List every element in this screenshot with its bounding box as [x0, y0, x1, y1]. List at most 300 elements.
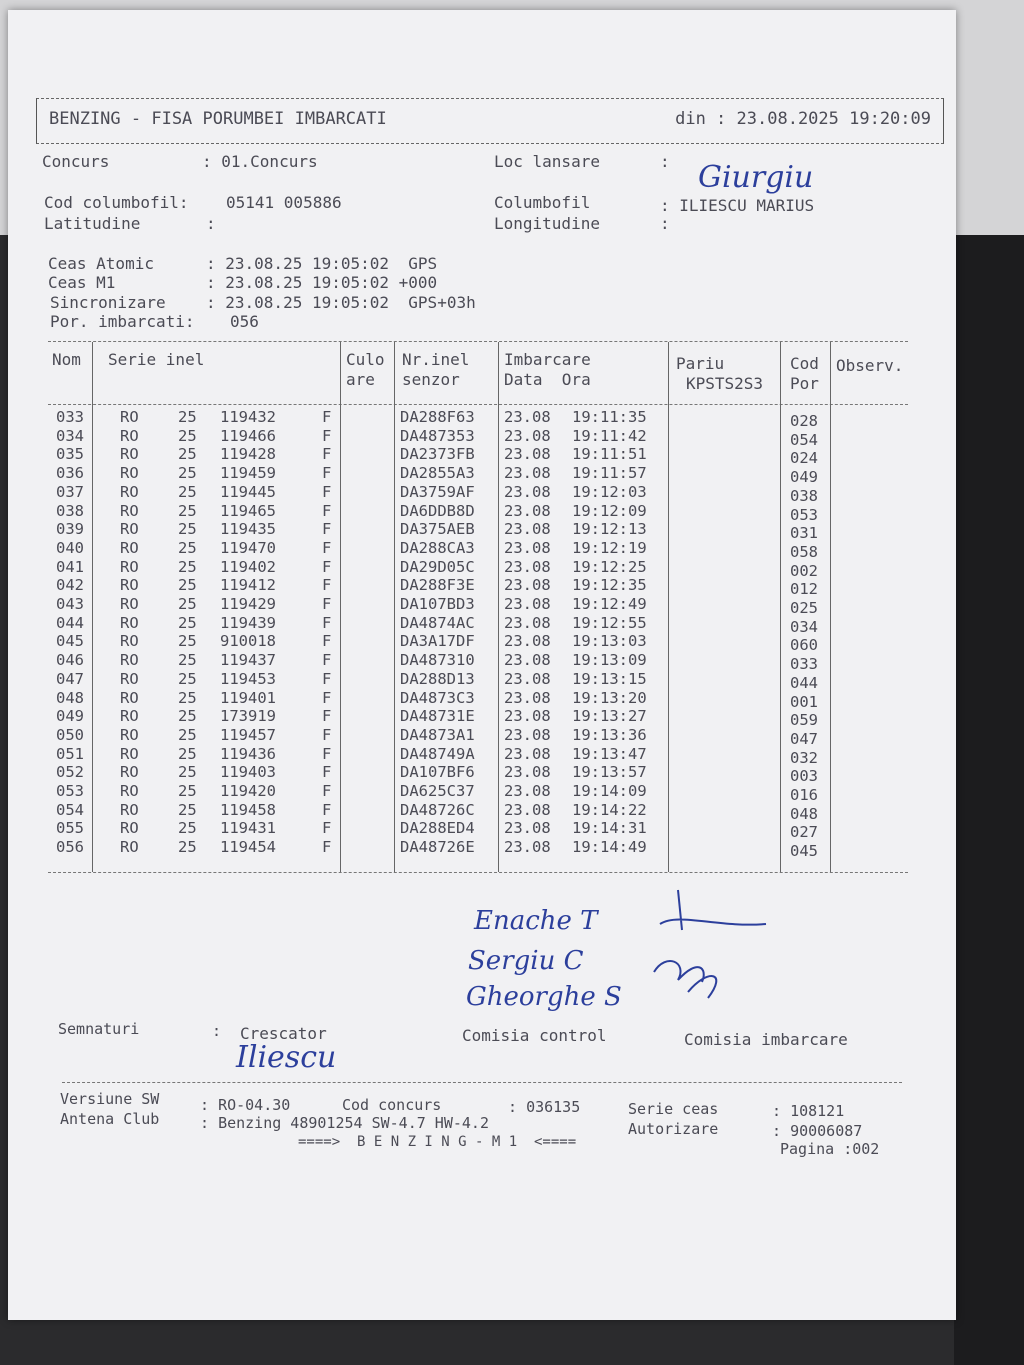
cell-nr: 119466: [220, 426, 276, 445]
cell-ora: 19:12:09: [572, 501, 647, 520]
col-header-are: are: [346, 370, 375, 389]
cell-cod: 038: [790, 486, 818, 505]
semnaturi-label: Semnaturi: [58, 1020, 140, 1038]
cell-data: 23.08: [504, 557, 551, 576]
cell-nr: 119453: [220, 669, 276, 688]
col-header-senzor: senzor: [402, 370, 460, 389]
cell-nr: 119428: [220, 445, 276, 464]
cell-tara: RO: [120, 669, 139, 688]
cell-nr: 910018: [220, 632, 276, 651]
cell-senzor: DA6DDB8D: [400, 501, 475, 520]
cell-an: 25: [178, 595, 197, 613]
table-row: [48, 819, 908, 842]
cell-nr: 119429: [220, 595, 276, 613]
cell-senzor: DA288F3E: [400, 576, 475, 595]
cell-ora: 19:12:19: [572, 538, 647, 557]
cell-ora: 19:11:42: [572, 426, 647, 445]
table-row: [48, 576, 908, 599]
sincronizare-label: Sincronizare: [50, 293, 166, 312]
cell-senzor: DA4873C3: [400, 688, 475, 707]
cell-nom: 055: [56, 819, 84, 838]
autorizare-value: : 90006087: [772, 1122, 863, 1140]
cell-nr: 119431: [220, 819, 276, 838]
cell-senzor: DA4873A1: [400, 725, 475, 744]
cell-nr: 119470: [220, 538, 276, 557]
cell-nom: 043: [56, 595, 84, 613]
cell-data: 23.08: [504, 426, 551, 445]
col-header-pariu: Pariu: [676, 354, 725, 373]
cell-tara: RO: [120, 725, 139, 744]
cell-senzor: DA3A17DF: [400, 632, 475, 651]
cod-concurs-label: Cod concurs: [342, 1096, 442, 1114]
cell-tara: RO: [120, 557, 139, 576]
por-imbarcati-label: Por. imbarcati:: [50, 312, 195, 331]
col-header-por: Por: [790, 374, 819, 393]
cell-cod: 012: [790, 580, 818, 599]
cell-sex: F: [322, 482, 332, 501]
cell-sex: F: [322, 576, 332, 595]
loc-lansare-handwritten: Giurgiu: [698, 160, 814, 195]
cell-an: 25: [178, 426, 197, 445]
cell-nom: 040: [56, 538, 84, 557]
cell-ora: 19:13:09: [572, 651, 647, 670]
cell-sex: F: [322, 651, 332, 670]
cell-cod: 003: [790, 767, 818, 786]
cell-cod: 025: [790, 599, 818, 617]
cell-nr: 119465: [220, 501, 276, 520]
cell-tara: RO: [120, 482, 139, 501]
cell-nom: 039: [56, 520, 84, 539]
cell-ora: 19:12:55: [572, 613, 647, 632]
cell-nom: 038: [56, 501, 84, 520]
cell-sex: F: [322, 613, 332, 632]
cell-senzor: DA29D05C: [400, 557, 475, 576]
cell-sex: F: [322, 464, 332, 483]
cell-nr: 119445: [220, 482, 276, 501]
cell-data: 23.08: [504, 669, 551, 688]
cell-data: 23.08: [504, 632, 551, 651]
cell-cod: 058: [790, 542, 818, 561]
table-row: [48, 838, 908, 861]
cell-nom: 036: [56, 464, 84, 483]
cell-ora: 19:12:25: [572, 557, 647, 576]
cell-data: 23.08: [504, 408, 551, 426]
document-sheet: [8, 10, 956, 1320]
cell-senzor: DA48726C: [400, 800, 475, 819]
cell-sex: F: [322, 819, 332, 838]
cell-nom: 041: [56, 557, 84, 576]
cell-an: 25: [178, 538, 197, 557]
col-header-kpsts: KPSTS2S3: [686, 374, 764, 393]
cell-nr: 119454: [220, 838, 276, 857]
signature-scribbles: [648, 872, 778, 1002]
latitudine-colon: :: [206, 214, 216, 233]
cell-an: 25: [178, 576, 197, 595]
cell-data: 23.08: [504, 538, 551, 557]
cell-sex: F: [322, 838, 332, 857]
antena-label: Antena Club: [60, 1110, 160, 1128]
cell-data: 23.08: [504, 651, 551, 670]
cell-data: 23.08: [504, 707, 551, 726]
table-row: [48, 632, 908, 655]
cell-ora: 19:13:47: [572, 744, 647, 763]
cell-nr: 119457: [220, 725, 276, 744]
cell-an: 25: [178, 838, 197, 857]
cell-cod: 049: [790, 468, 818, 487]
cell-sex: F: [322, 520, 332, 539]
table-row: [48, 557, 908, 580]
cell-sex: F: [322, 595, 332, 613]
cell-sex: F: [322, 501, 332, 520]
cell-tara: RO: [120, 800, 139, 819]
cell-an: 25: [178, 613, 197, 632]
cell-an: 25: [178, 501, 197, 520]
page-number: Pagina :002: [780, 1140, 880, 1158]
table-top-rule: [48, 341, 908, 342]
por-imbarcati-value: 056: [230, 312, 259, 331]
cell-nr: 119439: [220, 613, 276, 632]
col-header-data-ora: Data Ora: [504, 370, 591, 389]
table-bottom-rule: [48, 872, 908, 873]
ceas-atomic-label: Ceas Atomic: [48, 254, 154, 273]
cell-sex: F: [322, 763, 332, 782]
cell-data: 23.08: [504, 782, 551, 800]
serie-ceas-label: Serie ceas: [628, 1100, 719, 1118]
cell-sex: F: [322, 725, 332, 744]
cell-ora: 19:13:03: [572, 632, 647, 651]
cell-an: 25: [178, 725, 197, 744]
cell-tara: RO: [120, 651, 139, 670]
cell-sex: F: [322, 538, 332, 557]
table-row: [48, 426, 908, 449]
cell-nom: 050: [56, 725, 84, 744]
cell-an: 25: [178, 688, 197, 707]
cell-sex: F: [322, 632, 332, 651]
cell-ora: 19:12:13: [572, 520, 647, 539]
cell-an: 25: [178, 763, 197, 782]
col-header-nrinel: Nr.inel: [402, 350, 470, 369]
table-row: [48, 763, 908, 786]
cell-cod: 053: [790, 505, 818, 524]
cell-nr: 119402: [220, 557, 276, 576]
table-row: [48, 408, 908, 430]
cell-tara: RO: [120, 632, 139, 651]
col-header-serie: Serie inel: [108, 350, 205, 369]
cell-nr: 119458: [220, 800, 276, 819]
cell-tara: RO: [120, 688, 139, 707]
versiune-label: Versiune SW: [60, 1090, 160, 1108]
cell-ora: 19:11:51: [572, 445, 647, 464]
crescator-signature: Iliescu: [236, 1040, 337, 1075]
cell-nr: 119401: [220, 688, 276, 707]
cell-data: 23.08: [504, 595, 551, 613]
cell-tara: RO: [120, 763, 139, 782]
cell-data: 23.08: [504, 725, 551, 744]
table-row: [48, 501, 908, 524]
cell-sex: F: [322, 408, 332, 426]
cell-ora: 19:11:35: [572, 408, 647, 426]
cell-ora: 19:13:27: [572, 707, 647, 726]
cell-data: 23.08: [504, 838, 551, 857]
cell-nom: 053: [56, 782, 84, 800]
cell-ora: 19:11:57: [572, 464, 647, 483]
cell-ora: 19:13:15: [572, 669, 647, 688]
cell-senzor: DA3759AF: [400, 482, 475, 501]
cell-senzor: DA288F63: [400, 408, 475, 426]
cell-an: 25: [178, 669, 197, 688]
cell-tara: RO: [120, 819, 139, 838]
cell-nom: 052: [56, 763, 84, 782]
cell-senzor: DA288ED4: [400, 819, 475, 838]
table-header-rule: [48, 404, 908, 405]
cell-data: 23.08: [504, 819, 551, 838]
cell-an: 25: [178, 482, 197, 501]
title-box: [36, 98, 944, 144]
cell-nr: 119412: [220, 576, 276, 595]
cell-sex: F: [322, 669, 332, 688]
cell-ora: 19:13:20: [572, 688, 647, 707]
loc-lansare-label: Loc lansare: [494, 152, 600, 171]
benzing-banner: ====> B E N Z I N G - M 1 <====: [298, 1134, 577, 1150]
serie-ceas-value: : 108121: [772, 1102, 845, 1120]
cell-sex: F: [322, 557, 332, 576]
cell-an: 25: [178, 707, 197, 726]
cell-cod: 059: [790, 711, 818, 730]
cell-tara: RO: [120, 445, 139, 464]
ceas-m1-value: : 23.08.25 19:05:02 +000: [206, 273, 438, 292]
cell-ora: 19:13:57: [572, 763, 647, 782]
cell-nr: 119459: [220, 464, 276, 483]
cell-ora: 19:13:36: [572, 725, 647, 744]
cell-data: 23.08: [504, 501, 551, 520]
cell-cod: 031: [790, 524, 818, 543]
cell-senzor: DA48726E: [400, 838, 475, 857]
cell-nom: 054: [56, 800, 84, 819]
cell-nom: 047: [56, 669, 84, 688]
handwritten-name-1: Enache T: [474, 906, 598, 936]
table-row: [48, 782, 908, 804]
cell-data: 23.08: [504, 464, 551, 483]
cell-sex: F: [322, 707, 332, 726]
cell-cod: 044: [790, 673, 818, 692]
cell-data: 23.08: [504, 576, 551, 595]
cell-tara: RO: [120, 613, 139, 632]
cell-senzor: DA2855A3: [400, 464, 475, 483]
cell-nr: 119436: [220, 744, 276, 763]
cell-nr: 119432: [220, 408, 276, 426]
cell-an: 25: [178, 464, 197, 483]
cell-sex: F: [322, 688, 332, 707]
comisia-imbarcare-label: Comisia imbarcare: [684, 1030, 848, 1049]
cell-cod: 016: [790, 786, 818, 804]
cell-data: 23.08: [504, 613, 551, 632]
cell-senzor: DA48749A: [400, 744, 475, 763]
cell-cod: 027: [790, 823, 818, 842]
col-header-imbarcare: Imbarcare: [504, 350, 591, 369]
footer-rule: [62, 1082, 902, 1083]
concurs-label: Concurs: [42, 152, 110, 171]
cod-columbofil-label: Cod columbofil:: [44, 193, 189, 212]
cell-sex: F: [322, 782, 332, 800]
cell-tara: RO: [120, 744, 139, 763]
cell-senzor: DA2373FB: [400, 445, 475, 464]
cell-an: 25: [178, 445, 197, 464]
cell-tara: RO: [120, 408, 139, 426]
cell-cod: 002: [790, 561, 818, 580]
cell-an: 25: [178, 819, 197, 838]
cell-cod: 047: [790, 729, 818, 748]
longitudine-colon: :: [660, 214, 670, 233]
cell-tara: RO: [120, 426, 139, 445]
columbofil-label: Columbofil: [494, 193, 591, 212]
cell-ora: 19:12:35: [572, 576, 647, 595]
cell-nom: 042: [56, 576, 84, 595]
col-header-observ: Observ.: [836, 356, 904, 375]
cell-an: 25: [178, 557, 197, 576]
cell-senzor: DA107BD3: [400, 595, 475, 613]
cell-cod: 001: [790, 692, 818, 711]
cell-nom: 048: [56, 688, 84, 707]
cell-nr: 173919: [220, 707, 276, 726]
cell-nr: 119437: [220, 651, 276, 670]
col-header-cod: Cod: [790, 354, 819, 373]
cell-an: 25: [178, 408, 197, 426]
cell-senzor: DA487353: [400, 426, 475, 445]
cell-senzor: DA375AEB: [400, 520, 475, 539]
table-row: [48, 688, 908, 711]
backdrop-monitor: [954, 235, 1024, 1365]
table-row: [48, 744, 908, 767]
cell-sex: F: [322, 426, 332, 445]
comisia-control-label: Comisia control: [462, 1026, 607, 1045]
cell-cod: 054: [790, 430, 818, 449]
document-title: BENZING - FISA PORUMBEI IMBARCATI: [49, 109, 387, 129]
signature-scribble-2: [654, 961, 716, 998]
cell-ora: 19:12:03: [572, 482, 647, 501]
cell-nom: 051: [56, 744, 84, 763]
cell-senzor: DA4874AC: [400, 613, 475, 632]
cell-nr: 119403: [220, 763, 276, 782]
sincronizare-value: : 23.08.25 19:05:02 GPS+03h: [206, 293, 476, 312]
cell-data: 23.08: [504, 520, 551, 539]
table-row: [48, 482, 908, 505]
handwritten-name-3: Gheorghe S: [466, 982, 622, 1012]
cell-tara: RO: [120, 838, 139, 857]
cell-nom: 035: [56, 445, 84, 464]
cell-data: 23.08: [504, 688, 551, 707]
cell-tara: RO: [120, 707, 139, 726]
cell-nom: 056: [56, 838, 84, 857]
concurs-value: : 01.Concurs: [202, 152, 318, 171]
cell-nom: 045: [56, 632, 84, 651]
columbofil-value: : ILIESCU MARIUS: [660, 196, 815, 215]
cell-nom: 037: [56, 482, 84, 501]
cod-columbofil-value: 05141 005886: [226, 193, 342, 212]
cell-cod: 045: [790, 842, 818, 861]
table-row: [48, 520, 908, 543]
cell-tara: RO: [120, 576, 139, 595]
table-row: [48, 445, 908, 468]
cell-sex: F: [322, 445, 332, 464]
latitudine-label: Latitudine: [44, 214, 141, 233]
versiune-value: : RO-04.30: [200, 1096, 291, 1114]
cell-senzor: DA107BF6: [400, 763, 475, 782]
signature-scribble-1: [660, 890, 766, 930]
cell-an: 25: [178, 800, 197, 819]
cell-sex: F: [322, 744, 332, 763]
table-row: [48, 651, 908, 674]
cell-tara: RO: [120, 520, 139, 539]
cell-an: 25: [178, 782, 197, 800]
cell-senzor: DA625C37: [400, 782, 475, 800]
longitudine-label: Longitudine: [494, 214, 600, 233]
cell-an: 25: [178, 632, 197, 651]
cell-tara: RO: [120, 595, 139, 613]
cell-nom: 033: [56, 408, 84, 426]
cell-ora: 19:14:22: [572, 800, 647, 819]
cell-tara: RO: [120, 464, 139, 483]
cell-sex: F: [322, 800, 332, 819]
cell-cod: 060: [790, 636, 818, 655]
cell-nom: 044: [56, 613, 84, 632]
cell-cod: 032: [790, 748, 818, 767]
cell-an: 25: [178, 520, 197, 539]
cell-tara: RO: [120, 782, 139, 800]
table-row: [48, 707, 908, 730]
cell-data: 23.08: [504, 445, 551, 464]
cell-cod: 048: [790, 804, 818, 823]
cell-cod: 033: [790, 655, 818, 674]
cell-data: 23.08: [504, 482, 551, 501]
cell-data: 23.08: [504, 800, 551, 819]
cell-cod: 028: [790, 412, 818, 430]
cell-cod: 024: [790, 449, 818, 468]
autorizare-label: Autorizare: [628, 1120, 719, 1138]
cell-senzor: DA288CA3: [400, 538, 475, 557]
cell-an: 25: [178, 651, 197, 670]
antena-value: : Benzing 48901254 SW-4.7 HW-4.2: [200, 1114, 489, 1132]
cell-nr: 119435: [220, 520, 276, 539]
cell-ora: 19:14:09: [572, 782, 647, 800]
cell-nr: 119420: [220, 782, 276, 800]
cell-an: 25: [178, 744, 197, 763]
table-row: [48, 800, 908, 823]
table-row: [48, 725, 908, 748]
col-header-culo: Culo: [346, 350, 385, 369]
table-row: [48, 613, 908, 636]
semnaturi-colon: :: [212, 1022, 222, 1040]
cell-nom: 034: [56, 426, 84, 445]
cell-tara: RO: [120, 538, 139, 557]
cod-concurs-value: : 036135: [508, 1098, 581, 1116]
handwritten-name-2: Sergiu C: [468, 946, 584, 976]
loc-lansare-colon: :: [660, 152, 670, 171]
cell-cod: 034: [790, 617, 818, 636]
cell-data: 23.08: [504, 763, 551, 782]
crescator-label: Crescator: [240, 1024, 327, 1043]
cell-nom: 049: [56, 707, 84, 726]
cell-senzor: DA288D13: [400, 669, 475, 688]
cell-ora: 19:14:31: [572, 819, 647, 838]
table-row: [48, 464, 908, 487]
ceas-m1-label: Ceas M1: [48, 273, 116, 292]
ceas-atomic-value: : 23.08.25 19:05:02 GPS: [206, 254, 438, 273]
cell-tara: RO: [120, 501, 139, 520]
cell-ora: 19:14:49: [572, 838, 647, 857]
table-row: [48, 595, 908, 617]
table-row: [48, 669, 908, 692]
cell-senzor: DA48731E: [400, 707, 475, 726]
